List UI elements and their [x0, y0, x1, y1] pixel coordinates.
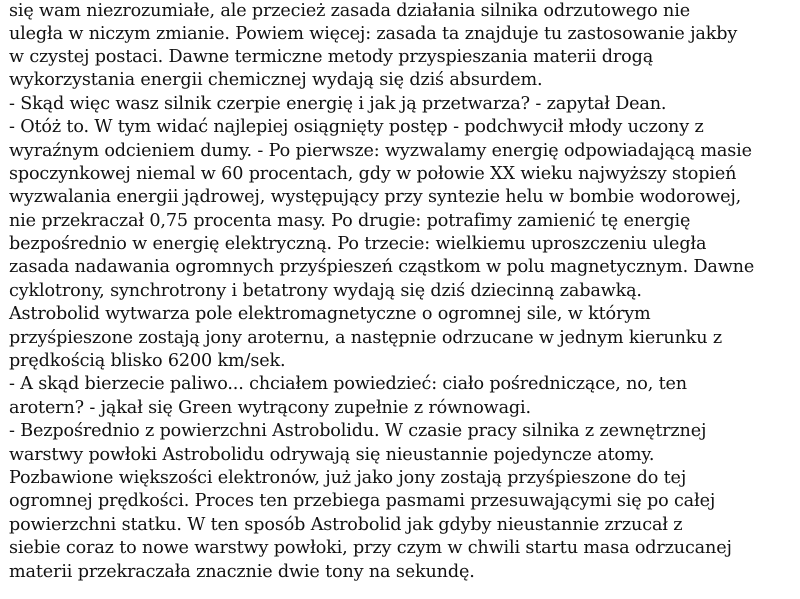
text-line: - A skąd bierzecie paliwo... chciałem powiedzieć: ciało pośredniczące, no, ten	[9, 374, 687, 394]
text-line: prędkością blisko 6200 km/sek.	[9, 351, 286, 371]
text-line: wyraźnym odcieniem dumy. - Po pierwsze: wyzwalamy energię odpowiadającą masie	[9, 141, 752, 161]
text-line: zasada nadawania ogromnych przyśpieszeń cząstkom w polu magnetycznym. Dawne	[9, 257, 755, 277]
text-line: wyzwalania energii jądrowej, występujący przy syntezie helu w bombie wodorowej,	[9, 187, 742, 207]
text-line: przyśpieszone zostają jony aroternu, a następnie odrzucane w jednym kierunku z	[9, 328, 723, 348]
text-line: się wam niezrozumiałe, ale przecież zasada działania silnika odrzutowego nie	[9, 1, 690, 21]
text-line: siebie coraz to nowe warstwy powłoki, przy czym w chwili startu masa odrzucanej	[9, 538, 732, 558]
text-line: warstwy powłoki Astrobolidu odrywają się nieustannie pojedyncze atomy.	[9, 445, 655, 465]
text-line: uległa w niczym zmianie. Powiem więcej: zasada ta znajduje tu zastosowanie jakby	[9, 24, 738, 44]
text-line: ogromnej prędkości. Proces ten przebiega pasmami przesuwającymi się po całej	[9, 491, 716, 511]
text-line: arotern? - jąkał się Green wytrącony zupełnie z równowagi.	[9, 398, 531, 418]
text-line: nie przekraczał 0,75 procenta masy. Po drugie: potrafimy zamienić tę energię	[9, 211, 691, 231]
text-line: wykorzystania energii chemicznej wydają się dziś absurdem.	[9, 70, 543, 90]
text-line: bezpośrednio w energię elektryczną. Po trzecie: wielkiemu uproszczeniu uległa	[9, 234, 707, 254]
text-line: - Bezpośrednio z powierzchni Astrobolidu. W czasie pracy silnika z zewnętrznej	[9, 421, 707, 441]
text-line: spoczynkowej niemal w 60 procentach, gdy w połowie XX wieku najwyższy stopień	[9, 164, 737, 184]
text-line: - Skąd więc wasz silnik czerpie energię i jak ją przetwarza? - zapytał Dean.	[9, 94, 667, 114]
text-line: w czystej postaci. Dawne termiczne metody przyspieszania materii drogą	[9, 47, 654, 67]
text-line: - Otóż to. W tym widać najlepiej osiągnięty postęp - podchwycił młody uczony z	[9, 117, 704, 137]
text-line: cyklotrony, synchrotrony i betatrony wydają się dziś dziecinną zabawką.	[9, 281, 642, 301]
text-line: powierzchni statku. W ten sposób Astrobolid jak gdyby nieustannie zrzucał z	[9, 515, 683, 535]
text-line: Pozbawione większości elektronów, już jako jony zostają przyśpieszone do tej	[9, 468, 687, 488]
text-line: Astrobolid wytwarza pole elektromagnetyczne o ogromnej sile, w którym	[9, 304, 651, 324]
text-line: materii przekraczała znacznie dwie tony na sekundę.	[9, 562, 475, 582]
